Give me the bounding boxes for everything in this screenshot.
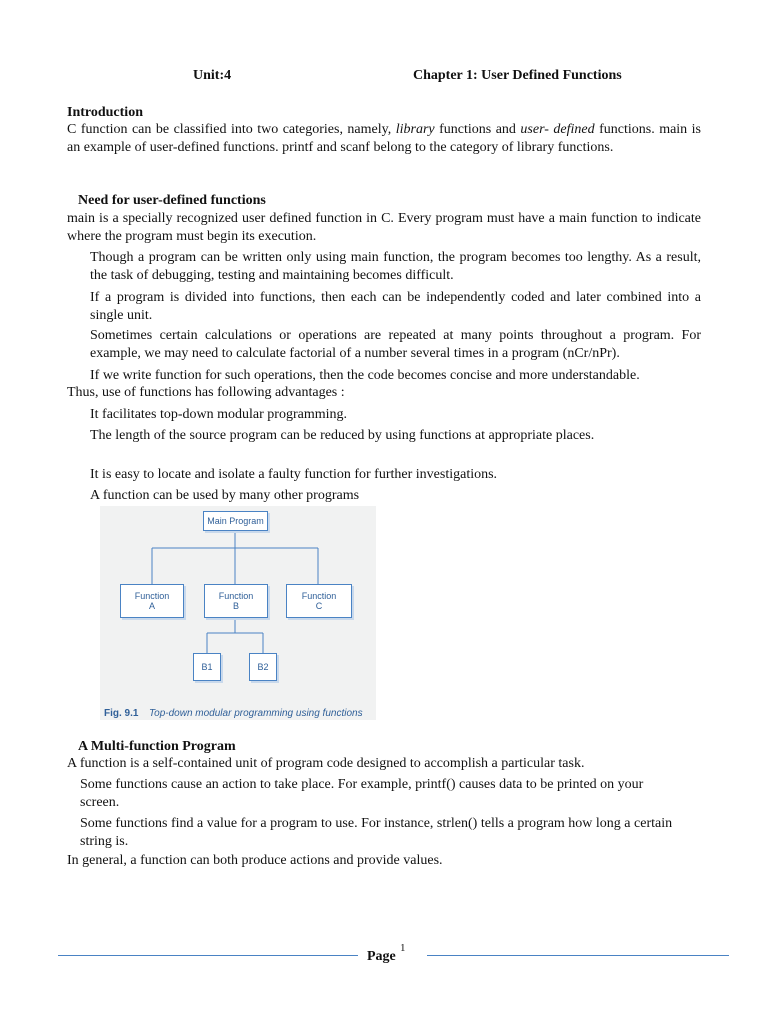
footer-rule-right	[427, 955, 729, 956]
advantage-item: It is easy to locate and isolate a faulty function for further investigations.	[90, 467, 498, 482]
figure-caption	[104, 704, 363, 723]
advantage-item: A function can be used by many other programs	[90, 488, 360, 503]
intro-heading: Introduction	[67, 105, 143, 120]
need-point: If we write function for such operations, then the code becomes concise and more understandable.	[90, 368, 640, 383]
function-b-box: Function B	[204, 584, 268, 618]
advantage-item: It facilitates top-down modular programming.	[90, 407, 347, 422]
intro-paragraph: C function can be classified into two categories, namely, library functions and user- defined functions. main is an example of user-defined functions. printf and scanf belong to the category of library functions.	[67, 122, 702, 155]
page-label: Page	[367, 949, 396, 964]
chapter-title: Chapter 1: User Defined Functions	[413, 68, 622, 83]
multi-paragraph: A function is a self-contained unit of program code designed to accomplish a particular task.	[67, 756, 585, 771]
b2-box: B2	[249, 653, 277, 681]
user-defined-term: user- defined	[520, 122, 595, 137]
need-paragraph: main is a specially recognized user defined function in C. Every program must have a main function to indicate where the program must begin its execution.	[67, 211, 701, 244]
library-term: library	[395, 122, 435, 137]
footer-rule-left	[58, 955, 358, 956]
multi-heading: A Multi-function Program	[78, 739, 236, 754]
function-a-box: Function A	[120, 584, 184, 618]
page-number: 1	[400, 942, 406, 954]
unit-label: Unit:4	[193, 68, 232, 83]
figure-caption-text: Top-down modular programming using functions	[148, 708, 363, 719]
figure-number: Fig. 9.1	[104, 708, 139, 719]
b1-box: B1	[193, 653, 221, 681]
need-heading: Need for user-defined functions	[78, 193, 266, 208]
function-c-box: Function C	[286, 584, 352, 618]
main-program-box: Main Program	[203, 511, 268, 531]
advantage-item: The length of the source program can be reduced by using functions at appropriate places.	[90, 428, 595, 443]
need-point: If a program is divided into functions, then each can be independently coded and later combined into a single unit.	[90, 290, 701, 323]
need-point: Though a program can be written only using main function, the program becomes too lengthy. As a result, the task of debugging, testing and maintaining becomes difficult.	[90, 250, 701, 283]
multi-point: Some functions cause an action to take place. For example, printf() causes data to be printed on your screen.	[80, 777, 644, 810]
need-point: Sometimes certain calculations or operations are repeated at many points throughout a program. For example, we may need to calculate factorial of a number several times in a program (nCr/nPr).	[90, 328, 701, 361]
multi-point: Some functions find a value for a program to use. For instance, strlen() tells a program how long a certain string is.	[80, 816, 673, 849]
advantages-intro: Thus, use of functions has following advantages :	[67, 385, 345, 400]
modular-programming-figure	[100, 506, 376, 720]
multi-closing: In general, a function can both produce actions and provide values.	[67, 853, 443, 868]
